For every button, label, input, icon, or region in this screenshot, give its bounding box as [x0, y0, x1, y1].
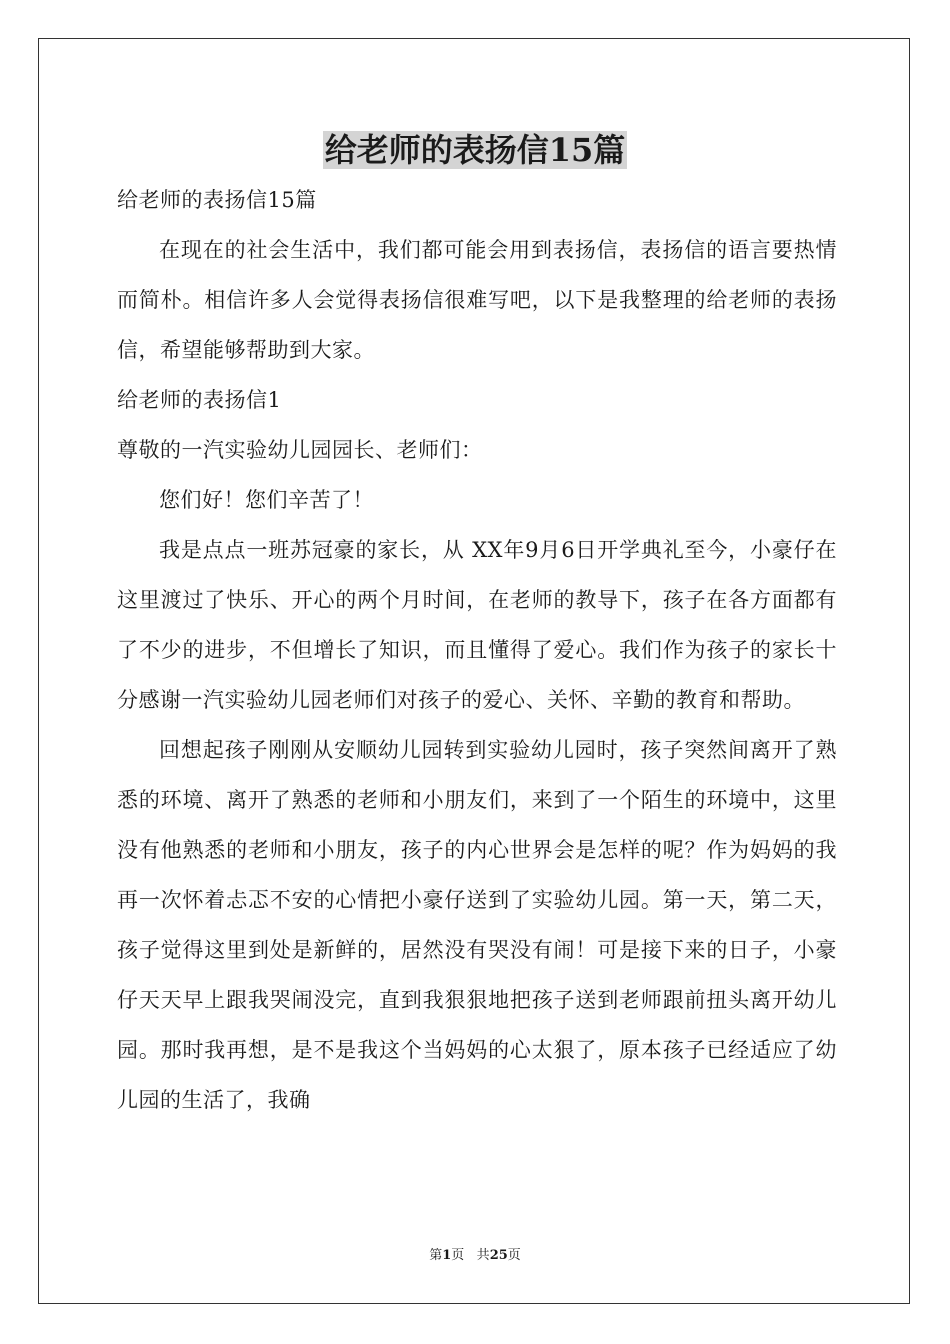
document-body	[117, 175, 837, 1125]
paragraph: 给老师的表扬信15篇	[117, 188, 317, 212]
document-title-text: 给老师的表扬信15篇	[324, 131, 626, 169]
paragraph: 给老师的表扬信1	[117, 388, 282, 412]
footer-total-pages: 25	[489, 1248, 508, 1263]
footer-prefix: 第	[429, 1248, 443, 1263]
paragraph: 回想起孩子刚刚从安顺幼儿园转到实验幼儿园时，孩子突然间离开了熟悉的环境、离开了熟悉的老师和小朋友们，来到了一个陌生的环境中，这里没有他熟悉的老师和小朋友，孩子的内心世界会是怎样的呢？作为妈妈的我再一次怀着忐忑不安的心情把小豪仔送到了实验幼儿园。第一天，第二天，孩子觉得这里到处是新鲜的，居然没有哭没有闹！可是接下来的日子，小豪仔天天早上跟我哭闹没完，直到我狠狠地把孩子送到老师跟前扭头离开幼儿园。那时我再想，是不是我这个当妈妈的心太狠了，原本孩子已经适应了幼儿园的生活了，我确	[117, 738, 837, 1112]
page-footer	[0, 1246, 950, 1266]
paragraph: 在现在的社会生活中，我们都可能会用到表扬信，表扬信的语言要热情而简朴。相信许多人会觉得表扬信很难写吧，以下是我整理的给老师的表扬信，希望能够帮助到大家。	[117, 238, 837, 362]
footer-page-number: 1	[442, 1248, 452, 1263]
document-title	[0, 126, 950, 174]
footer-page-unit: 页	[451, 1248, 465, 1263]
paragraph: 我是点点一班苏冠豪的家长，从 XX年9月6日开学典礼至今，小豪仔在这里渡过了快乐、开心的两个月时间，在老师的教导下，孩子在各方面都有了不少的进步，不但增长了知识，而且懂得了爱心。我们作为孩子的家长十分感谢一汽实验幼儿园老师们对孩子的爱心、关怀、辛勤的教育和帮助。	[117, 538, 837, 712]
paragraph: 尊敬的一汽实验幼儿园园长、老师们：	[117, 438, 483, 462]
footer-total-unit: 页	[507, 1248, 521, 1263]
paragraph: 您们好！您们辛苦了！	[159, 488, 374, 512]
footer-total-prefix: 共	[476, 1248, 490, 1263]
